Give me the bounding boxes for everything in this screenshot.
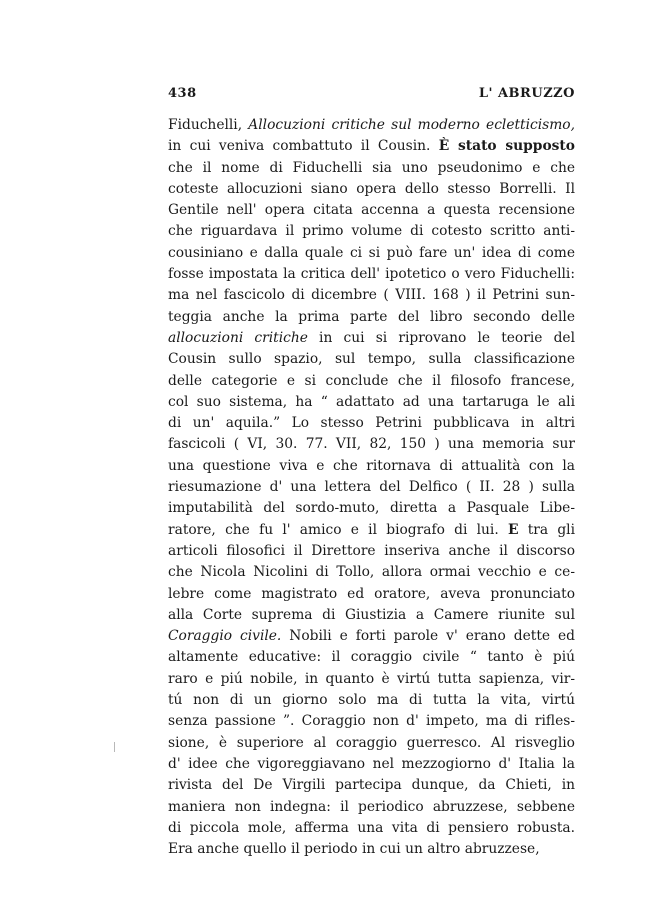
running-title: L' ABRUZZO [478,86,575,101]
page-number: 438 [168,86,197,101]
line-text: raro e piú nobile, in quanto è virtú tutta sapienza, vir- [168,670,575,687]
line-text: articoli filosofici il Direttore inseriva anche il discorso [168,542,575,559]
text-line [168,690,575,711]
text-line [168,456,575,477]
line-text: teggia anche la prima parte del libro secondo delle [168,308,575,325]
text-line [168,775,575,796]
italic-title: allocuzioni critiche [168,329,308,346]
bold-text: È stato supposto [438,138,575,155]
line-text: ma nel fascicolo di dicembre ( VIII. 168 ) il Petrini sun- [168,287,575,304]
line-text: tú non di un giorno solo ma di tutta la vita, virtú [168,692,575,709]
line-text: fascicoli ( VI, 30. 77. VII, 82, 150 ) una memoria sur [168,436,575,453]
line-text: riesumazione d' una lettera del Delfico ( II. 28 ) sulla [168,479,575,496]
text-line [168,200,575,221]
text-line [168,243,575,264]
line-text: senza passione ”. Coraggio non d' impeto, ma di rifles- [168,713,575,730]
text-line [168,285,575,306]
text-line [168,349,575,370]
text-line [168,520,575,541]
body-text [168,115,575,860]
text-line [168,158,575,179]
line-text: sione, è superiore al coraggio guerresco. Al risveglio [168,734,575,751]
text-line [168,711,575,732]
text-line [168,541,575,562]
text-line [168,626,575,647]
italic-title: Coraggio civile. [168,628,282,645]
line-text: Fiduchelli, [168,117,249,133]
text-line [168,307,575,328]
line-text-continued: tra gli [518,521,575,538]
line-text: coteste allocuzioni siano opera dello stesso Borrelli. Il [168,180,575,197]
line-text: alla Corte suprema di Giustizia a Camere riunite sul [168,606,575,623]
line-text: lebre come magistrato ed oratore, aveva pronunciato [168,585,575,602]
line-text: Era anche quello il periodo in cui un altro abruzzese, [168,841,540,858]
text-line [168,839,575,860]
text-line [168,669,575,690]
margin-mark [114,742,115,752]
line-text: fosse impostata la critica dell' ipotetico o vero Fiduchelli: [168,266,575,283]
text-line [168,498,575,519]
text-line [168,115,575,136]
line-text: rivista del De Virgili partecipa dunque, da Chieti, in [168,777,575,794]
text-line [168,605,575,626]
text-line [168,328,575,349]
text-line [168,797,575,818]
line-text-continued: in cui si riprovano le teorie del [307,329,575,346]
line-text: di un' aquila.” Lo stesso Petrini pubblicava in altri [168,415,575,432]
line-text: che Nicola Nicolini di Tollo, allora ormai vecchio e ce- [168,564,575,581]
line-text: ratore, che fu l' amico e il biografo di lui. [168,521,508,538]
line-text: Cousin sullo spazio, sul tempo, sulla classificazione [168,351,575,368]
text-line [168,818,575,839]
text-line [168,136,575,157]
line-text: una questione viva e che ritornava di attualità con la [168,457,575,474]
line-text: di piccola mole, afferma una vita di pensiero robusta. [168,819,575,836]
line-text: in cui veniva combattuto il Cousin. [168,138,439,155]
text-line [168,647,575,668]
text-line [168,733,575,754]
text-line [168,562,575,583]
text-line [168,434,575,455]
line-text: d' idee che vigoreggiavano nel mezzogiorno d' Italia la [168,755,575,772]
text-line [168,754,575,775]
bold-text: E [507,521,519,538]
line-text: delle categorie e si conclude che il filosofo francese, [168,372,575,389]
line-text: che riguardava il primo volume di cotesto scritto anti- [168,223,575,240]
text-line [168,413,575,434]
line-text: col suo sistema, ha “ adattato ad una tartaruga le ali [168,393,575,410]
line-text: Gentile nell' opera citata accenna a questa recensione [168,202,575,219]
line-text: imputabilità del sordo-muto, diretta a Pasquale Libe- [168,500,575,517]
line-text: cousiniano e dalla quale ci si può fare un' idea di come [168,244,575,261]
text-line [168,264,575,285]
text-line [168,179,575,200]
text-line [168,392,575,413]
italic-title: Allocuzioni critiche sul moderno ecletticismo, [248,117,575,133]
text-line [168,371,575,392]
line-text-continued: Nobili e forti parole v' erano dette ed [281,628,575,645]
text-line [168,477,575,498]
line-text: maniera non indegna: il periodico abruzzese, sebbene [168,798,575,815]
line-text: altamente educative: il coraggio civile “ tanto è piú [168,649,575,666]
text-line [168,221,575,242]
text-line [168,584,575,605]
running-head [168,86,575,106]
line-text: che il nome di Fiduchelli sia uno pseudonimo e che [168,159,575,176]
